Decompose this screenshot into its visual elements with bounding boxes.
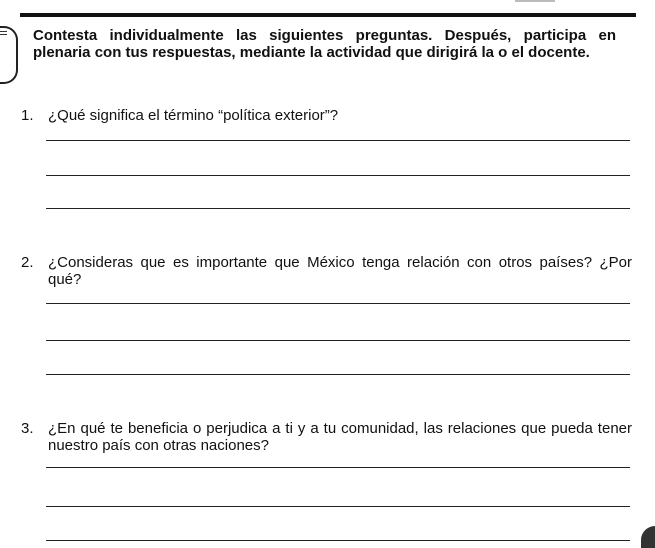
question-1-answer-line-2[interactable]: [46, 175, 630, 176]
question-3-answer-line-3[interactable]: [46, 540, 630, 541]
question-3-answer-line-1[interactable]: [46, 467, 630, 468]
question-2-answer-line-2[interactable]: [46, 340, 630, 341]
margin-bracket-icon: [0, 26, 18, 84]
question-2-text: ¿Consideras que es importante que México tenga relación con otros países? ¿Por qué?: [48, 254, 632, 288]
question-1-answer-line-1[interactable]: [46, 140, 630, 141]
question-3-number: 3.: [21, 420, 34, 437]
header-rule: [20, 13, 636, 17]
question-1-text: ¿Qué significa el término “política exterior”?: [48, 107, 339, 124]
question-1-number: 1.: [21, 107, 34, 124]
question-1-answer-line-3[interactable]: [46, 208, 630, 209]
question-3-answer-line-2[interactable]: [46, 506, 630, 507]
question-2-number: 2.: [21, 254, 34, 271]
corner-mark: [641, 526, 655, 548]
question-3-text: ¿En qué te beneficia o perjudica a ti y a tu comunidad, las relaciones que pueda tener nuestro país con otras naciones?: [48, 420, 632, 454]
top-edge-mark: [515, 0, 555, 2]
question-2-answer-line-1[interactable]: [46, 303, 630, 304]
instruction-text: Contesta individualmente las siguientes preguntas. Después, participa en plenaria con tus respuestas, mediante la actividad que dirigirá la o el docente.: [33, 27, 616, 61]
question-2-answer-line-3[interactable]: [46, 374, 630, 375]
